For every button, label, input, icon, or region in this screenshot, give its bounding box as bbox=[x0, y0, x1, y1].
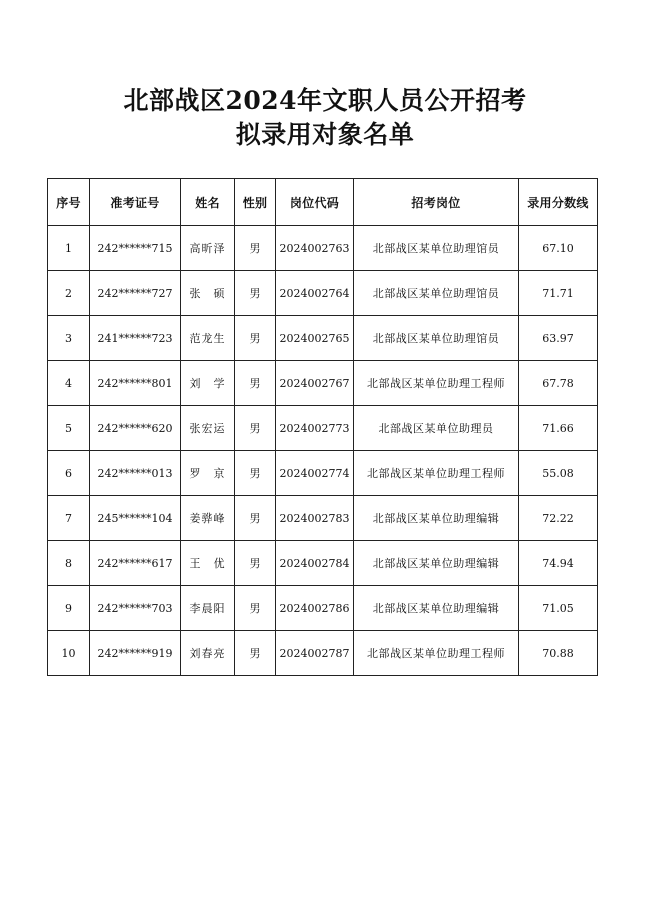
cell-score-line: 71.66 bbox=[519, 406, 598, 451]
cell-index: 5 bbox=[48, 406, 90, 451]
document-title-block bbox=[0, 84, 650, 152]
cell-index: 10 bbox=[48, 631, 90, 676]
cell-gender: 男 bbox=[235, 451, 276, 496]
table-header bbox=[48, 179, 598, 226]
cell-gender: 男 bbox=[235, 406, 276, 451]
header-gender: 性别 bbox=[235, 179, 276, 226]
cell-index: 9 bbox=[48, 586, 90, 631]
cell-index: 8 bbox=[48, 541, 90, 586]
table-row bbox=[48, 451, 598, 496]
cell-name: 张 硕 bbox=[181, 271, 235, 316]
cell-exam-id: 242******617 bbox=[90, 541, 181, 586]
cell-position-code: 2024002774 bbox=[276, 451, 354, 496]
header-name: 姓名 bbox=[181, 179, 235, 226]
cell-gender: 男 bbox=[235, 226, 276, 271]
cell-index: 6 bbox=[48, 451, 90, 496]
cell-position: 北部战区某单位助理馆员 bbox=[354, 316, 519, 361]
cell-name: 张宏运 bbox=[181, 406, 235, 451]
cell-position: 北部战区某单位助理员 bbox=[354, 406, 519, 451]
cell-position: 北部战区某单位助理工程师 bbox=[354, 451, 519, 496]
table-row bbox=[48, 226, 598, 271]
document-title-line-2: 拟录用对象名单 bbox=[235, 120, 415, 149]
cell-position: 北部战区某单位助理馆员 bbox=[354, 226, 519, 271]
cell-position-code: 2024002784 bbox=[276, 541, 354, 586]
cell-position-code: 2024002764 bbox=[276, 271, 354, 316]
cell-exam-id: 241******723 bbox=[90, 316, 181, 361]
header-position-code: 岗位代码 bbox=[276, 179, 354, 226]
cell-index: 2 bbox=[48, 271, 90, 316]
cell-name: 高昕泽 bbox=[181, 226, 235, 271]
cell-position: 北部战区某单位助理编辑 bbox=[354, 541, 519, 586]
header-exam-id: 准考证号 bbox=[90, 179, 181, 226]
cell-gender: 男 bbox=[235, 586, 276, 631]
table-row bbox=[48, 316, 598, 361]
cell-name: 刘 学 bbox=[181, 361, 235, 406]
cell-score-line: 67.10 bbox=[519, 226, 598, 271]
cell-gender: 男 bbox=[235, 541, 276, 586]
cell-index: 4 bbox=[48, 361, 90, 406]
cell-exam-id: 242******703 bbox=[90, 586, 181, 631]
header-index: 序号 bbox=[48, 179, 90, 226]
cell-exam-id: 242******919 bbox=[90, 631, 181, 676]
cell-exam-id: 245******104 bbox=[90, 496, 181, 541]
cell-position-code: 2024002786 bbox=[276, 586, 354, 631]
cell-exam-id: 242******727 bbox=[90, 271, 181, 316]
cell-position-code: 2024002787 bbox=[276, 631, 354, 676]
cell-index: 7 bbox=[48, 496, 90, 541]
cell-gender: 男 bbox=[235, 631, 276, 676]
cell-score-line: 71.05 bbox=[519, 586, 598, 631]
table-row bbox=[48, 631, 598, 676]
cell-name: 刘春亮 bbox=[181, 631, 235, 676]
cell-exam-id: 242******620 bbox=[90, 406, 181, 451]
cell-position-code: 2024002763 bbox=[276, 226, 354, 271]
cell-position: 北部战区某单位助理工程师 bbox=[354, 361, 519, 406]
table-row bbox=[48, 586, 598, 631]
cell-score-line: 74.94 bbox=[519, 541, 598, 586]
cell-name: 姜骅峰 bbox=[181, 496, 235, 541]
table-row bbox=[48, 271, 598, 316]
cell-exam-id: 242******801 bbox=[90, 361, 181, 406]
header-score-line: 录用分数线 bbox=[519, 179, 598, 226]
header-position: 招考岗位 bbox=[354, 179, 519, 226]
cell-position: 北部战区某单位助理工程师 bbox=[354, 631, 519, 676]
cell-position-code: 2024002783 bbox=[276, 496, 354, 541]
cell-name: 罗 京 bbox=[181, 451, 235, 496]
cell-score-line: 70.88 bbox=[519, 631, 598, 676]
cell-score-line: 55.08 bbox=[519, 451, 598, 496]
cell-position: 北部战区某单位助理编辑 bbox=[354, 586, 519, 631]
cell-name: 李晨阳 bbox=[181, 586, 235, 631]
document-title-line-1: 北部战区2024年文职人员公开招考 bbox=[123, 86, 527, 115]
table-header-row bbox=[48, 179, 598, 226]
cell-name: 王 优 bbox=[181, 541, 235, 586]
cell-gender: 男 bbox=[235, 271, 276, 316]
cell-score-line: 72.22 bbox=[519, 496, 598, 541]
table-row bbox=[48, 406, 598, 451]
cell-gender: 男 bbox=[235, 496, 276, 541]
table-row bbox=[48, 361, 598, 406]
cell-score-line: 67.78 bbox=[519, 361, 598, 406]
cell-gender: 男 bbox=[235, 316, 276, 361]
cell-position-code: 2024002767 bbox=[276, 361, 354, 406]
cell-exam-id: 242******715 bbox=[90, 226, 181, 271]
cell-exam-id: 242******013 bbox=[90, 451, 181, 496]
candidate-table bbox=[47, 178, 598, 676]
table-body bbox=[48, 226, 598, 676]
cell-position: 北部战区某单位助理馆员 bbox=[354, 271, 519, 316]
cell-gender: 男 bbox=[235, 361, 276, 406]
cell-score-line: 71.71 bbox=[519, 271, 598, 316]
cell-position-code: 2024002773 bbox=[276, 406, 354, 451]
cell-index: 1 bbox=[48, 226, 90, 271]
cell-index: 3 bbox=[48, 316, 90, 361]
cell-position-code: 2024002765 bbox=[276, 316, 354, 361]
cell-position: 北部战区某单位助理编辑 bbox=[354, 496, 519, 541]
table-row bbox=[48, 541, 598, 586]
cell-name: 范龙生 bbox=[181, 316, 235, 361]
cell-score-line: 63.97 bbox=[519, 316, 598, 361]
table-row bbox=[48, 496, 598, 541]
